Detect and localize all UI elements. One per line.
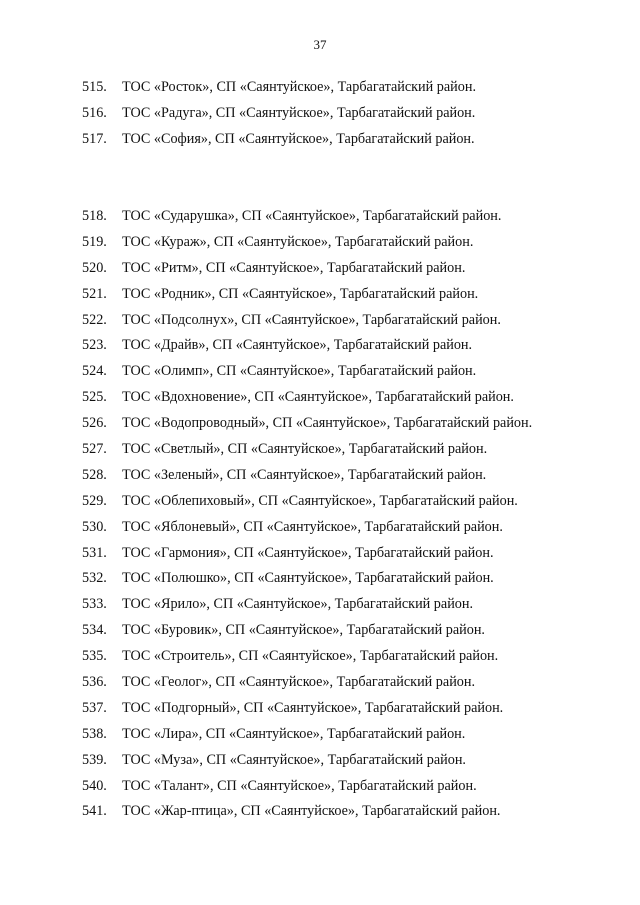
item-number: 518. — [82, 208, 107, 224]
list-item — [82, 670, 532, 696]
list-item — [82, 515, 532, 541]
item-number: 529. — [82, 492, 107, 509]
list-item — [82, 592, 532, 618]
item-text: ТОС «Радуга», СП «Саянтуйское», Тарбагатайский район. — [122, 104, 476, 121]
list-item — [82, 101, 476, 127]
list-item — [82, 722, 532, 748]
item-text: ТОС «Драйв», СП «Саянтуйское», Тарбагатайский район. — [122, 337, 473, 354]
item-number: 538. — [82, 725, 107, 742]
item-text: ТОС «Строитель», СП «Саянтуйское», Тарбагатайский район. — [122, 648, 499, 665]
item-text: ТОС «София», СП «Саянтуйское», Тарбагатайский район. — [122, 130, 475, 147]
item-text: ТОС «Росток», СП «Саянтуйское», Тарбагатайский район. — [122, 79, 476, 95]
list-item — [82, 541, 532, 567]
item-text: ТОС «Яблоневый», СП «Саянтуйское», Тарбагатайский район. — [122, 518, 503, 535]
item-text: ТОС «Геолог», СП «Саянтуйское», Тарбагатайский район. — [122, 674, 476, 691]
item-number: 532. — [82, 570, 107, 587]
item-number: 523. — [82, 337, 107, 354]
entry-list-main — [82, 204, 532, 825]
list-item — [82, 748, 532, 774]
list-item — [82, 566, 532, 592]
item-text: ТОС «Муза», СП «Саянтуйское», Тарбагатайский район. — [122, 751, 466, 768]
item-text: ТОС «Жар-птица», СП «Саянтуйское», Тарбагатайский район. — [122, 803, 501, 820]
item-text: ТОС «Вдохновение», СП «Саянтуйское», Тарбагатайский район. — [122, 389, 514, 406]
item-number: 525. — [82, 389, 107, 406]
list-item — [82, 127, 476, 153]
item-number: 536. — [82, 674, 107, 691]
item-number: 521. — [82, 285, 107, 302]
item-number: 531. — [82, 544, 107, 561]
item-text: ТОС «Олимп», СП «Саянтуйское», Тарбагатайский район. — [122, 363, 477, 380]
list-item — [82, 644, 532, 670]
page-number: 37 — [313, 37, 327, 52]
item-number: 540. — [82, 777, 107, 794]
list-item — [82, 799, 532, 825]
item-number: 522. — [82, 311, 107, 328]
item-text: ТОС «Сударушка», СП «Саянтуйское», Тарбагатайский район. — [122, 208, 502, 224]
list-item — [82, 489, 532, 515]
item-number: 528. — [82, 466, 107, 483]
list-item — [82, 282, 532, 308]
item-text: ТОС «Облепиховый», СП «Саянтуйское», Тарбагатайский район. — [122, 492, 518, 509]
item-text: ТОС «Кураж», СП «Саянтуйское», Тарбагатайский район. — [122, 233, 474, 250]
entry-list-top — [82, 75, 476, 153]
item-text: ТОС «Талант», СП «Саянтуйское», Тарбагатайский район. — [122, 777, 477, 794]
item-number: 526. — [82, 415, 107, 432]
list-item — [82, 333, 532, 359]
item-number: 516. — [82, 104, 107, 121]
list-item — [82, 774, 532, 800]
list-item — [82, 463, 532, 489]
item-number: 541. — [82, 803, 107, 820]
list-item — [82, 385, 532, 411]
item-text: ТОС «Светлый», СП «Саянтуйское», Тарбагатайский район. — [122, 441, 488, 458]
item-number: 533. — [82, 596, 107, 613]
list-item — [82, 230, 532, 256]
item-text: ТОС «Подсолнух», СП «Саянтуйское», Тарбагатайский район. — [122, 311, 501, 328]
item-text: ТОС «Ярило», СП «Саянтуйское», Тарбагатайский район. — [122, 596, 474, 613]
list-item — [82, 256, 532, 282]
item-number: 527. — [82, 441, 107, 458]
item-text: ТОС «Буровик», СП «Саянтуйское», Тарбагатайский район. — [122, 622, 485, 639]
item-text: ТОС «Зеленый», СП «Саянтуйское», Тарбагатайский район. — [122, 466, 487, 483]
list-item — [82, 204, 532, 230]
list-item — [82, 437, 532, 463]
item-text: ТОС «Лира», СП «Саянтуйское», Тарбагатайский район. — [122, 725, 466, 742]
item-number: 517. — [82, 130, 107, 147]
list-item — [82, 308, 532, 334]
list-item — [82, 75, 476, 101]
item-number: 530. — [82, 518, 107, 535]
item-number: 519. — [82, 233, 107, 250]
item-number: 539. — [82, 751, 107, 768]
item-number: 534. — [82, 622, 107, 639]
list-item — [82, 696, 532, 722]
list-item — [82, 618, 532, 644]
item-text: ТОС «Ритм», СП «Саянтуйское», Тарбагатайский район. — [122, 259, 466, 276]
item-number: 520. — [82, 259, 107, 276]
list-item — [82, 359, 532, 385]
item-text: ТОС «Подгорный», СП «Саянтуйское», Тарбагатайский район. — [122, 699, 504, 716]
item-number: 535. — [82, 648, 107, 665]
item-number: 524. — [82, 363, 107, 380]
item-number: 515. — [82, 79, 107, 95]
item-text: ТОС «Полюшко», СП «Саянтуйское», Тарбагатайский район. — [122, 570, 494, 587]
list-item — [82, 411, 532, 437]
item-text: ТОС «Родник», СП «Саянтуйское», Тарбагатайский район. — [122, 285, 479, 302]
item-text: ТОС «Гармония», СП «Саянтуйское», Тарбагатайский район. — [122, 544, 494, 561]
item-text: ТОС «Водопроводный», СП «Саянтуйское», Тарбагатайский район. — [122, 415, 533, 432]
item-number: 537. — [82, 699, 107, 716]
